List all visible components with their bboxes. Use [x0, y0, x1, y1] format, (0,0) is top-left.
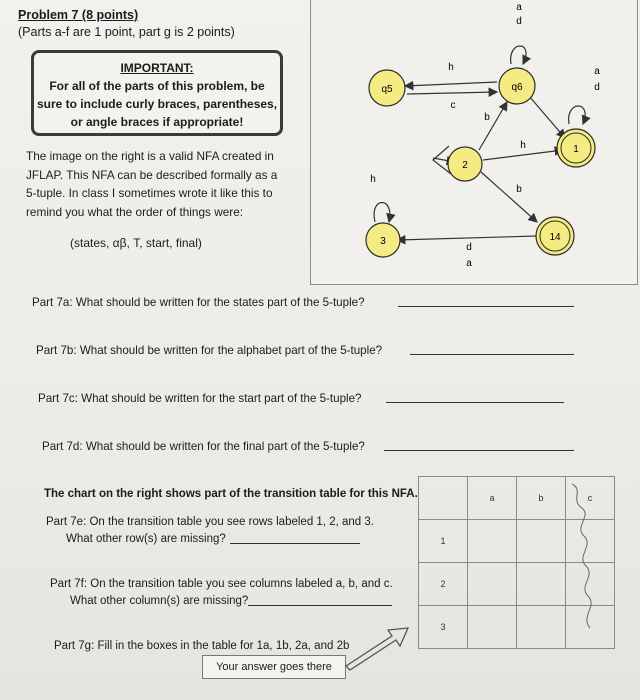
question-7e-line-1: Part 7e: On the transition table you see rows labeled 1, 2, and 3. [46, 516, 374, 528]
question-7e-line-2: What other row(s) are missing? [66, 533, 226, 545]
edge-q6-1 [529, 96, 565, 138]
intro-line-2: JFLAP. This NFA can be described formally as a [26, 167, 278, 182]
cell-3b[interactable] [517, 606, 566, 649]
self-loop-3 [374, 203, 390, 223]
label-right-a: a [594, 66, 600, 77]
label-bottom-d: d [466, 242, 472, 253]
edge-14-3 [397, 236, 537, 240]
column-header-b: b [517, 477, 566, 520]
cell-1b[interactable] [517, 520, 566, 563]
answer-hint-box: Your answer goes there [202, 655, 346, 679]
question-7f-line-1: Part 7f: On the transition table you see columns labeled a, b, and c. [50, 578, 393, 590]
intro-line-4: remind you what the order of things were: [26, 204, 244, 219]
state-3-label: 3 [380, 236, 386, 247]
label-b-diag: b [484, 112, 490, 123]
nfa-svg [311, 0, 637, 284]
label-top-d: d [516, 16, 522, 27]
edge-2-14 [481, 172, 537, 222]
answer-line-7c[interactable] [386, 402, 564, 403]
important-line-3: or angle braces if appropriate! [70, 115, 244, 129]
label-h-right: h [520, 140, 526, 151]
edge-q6-q5 [405, 82, 497, 86]
state-1-label: 1 [573, 144, 579, 155]
chart-intro: The chart on the right shows part of the transition table for this NFA. [44, 488, 418, 500]
cell-1a[interactable] [468, 520, 517, 563]
pointer-arrow-icon [340, 622, 414, 672]
label-bottom-a: a [466, 258, 472, 269]
important-line-1: For all of the parts of this problem, be [49, 79, 265, 93]
important-heading: IMPORTANT: [120, 61, 194, 75]
row-header-1: 1 [419, 520, 468, 563]
question-7f-line-2: What other column(s) are missing? [70, 595, 249, 607]
important-line-2: sure to include curly braces, parentheses, [36, 97, 278, 111]
edge-2-1 [483, 150, 563, 160]
row-header-2: 2 [419, 563, 468, 606]
label-top-a: a [516, 2, 522, 13]
row-header-3: 3 [419, 606, 468, 649]
answer-line-7a[interactable] [398, 306, 574, 307]
label-right-d: d [594, 82, 600, 93]
question-7c: Part 7c: What should be written for the start part of the 5-tuple? [38, 392, 362, 405]
column-header-a: a [468, 477, 517, 520]
self-loop-1 [569, 106, 586, 124]
answer-line-7d[interactable] [384, 450, 574, 451]
nfa-diagram [310, 0, 638, 285]
important-box [31, 50, 283, 136]
column-header-c: c [566, 477, 615, 520]
question-7d: Part 7d: What should be written for the final part of the 5-tuple? [42, 440, 365, 453]
table-corner-cell [419, 477, 468, 520]
problem-title: Problem 7 (8 points) [18, 8, 139, 22]
cell-2b[interactable] [517, 563, 566, 606]
label-h-left: h [370, 174, 376, 185]
intro-paragraph [26, 147, 294, 221]
self-loop-q6 [511, 46, 526, 64]
state-2-label: 2 [462, 160, 468, 171]
question-7g: Part 7g: Fill in the boxes in the table for 1a, 1b, 2a, and 2b [54, 640, 350, 652]
state-q5-label: q5 [381, 84, 393, 95]
cell-2a[interactable] [468, 563, 517, 606]
problem-subtitle: (Parts a-f are 1 point, part g is 2 points) [18, 25, 235, 39]
label-b-lower: b [516, 184, 522, 195]
torn-edge-decoration [566, 476, 606, 636]
edge-2-q6 [479, 102, 507, 150]
state-14-label: 14 [549, 232, 561, 243]
answer-line-7e[interactable] [230, 543, 360, 544]
question-7a: Part 7a: What should be written for the states part of the 5-tuple? [32, 296, 365, 309]
edge-q5-q6 [407, 92, 497, 94]
question-7b: Part 7b: What should be written for the alphabet part of the 5-tuple? [36, 344, 383, 357]
intro-line-1: The image on the right is a valid NFA created in [26, 149, 274, 163]
cell-3a[interactable] [468, 606, 517, 649]
answer-line-7f[interactable] [248, 605, 392, 606]
label-h-top: h [448, 62, 454, 73]
label-c-mid: c [450, 100, 456, 111]
state-q6-label: q6 [511, 82, 523, 93]
intro-line-3: 5-tuple. In class I sometimes wrote it like this to [26, 186, 273, 200]
answer-line-7b[interactable] [410, 354, 574, 355]
tuple-format: (states, αβ, T, start, final) [70, 236, 202, 250]
